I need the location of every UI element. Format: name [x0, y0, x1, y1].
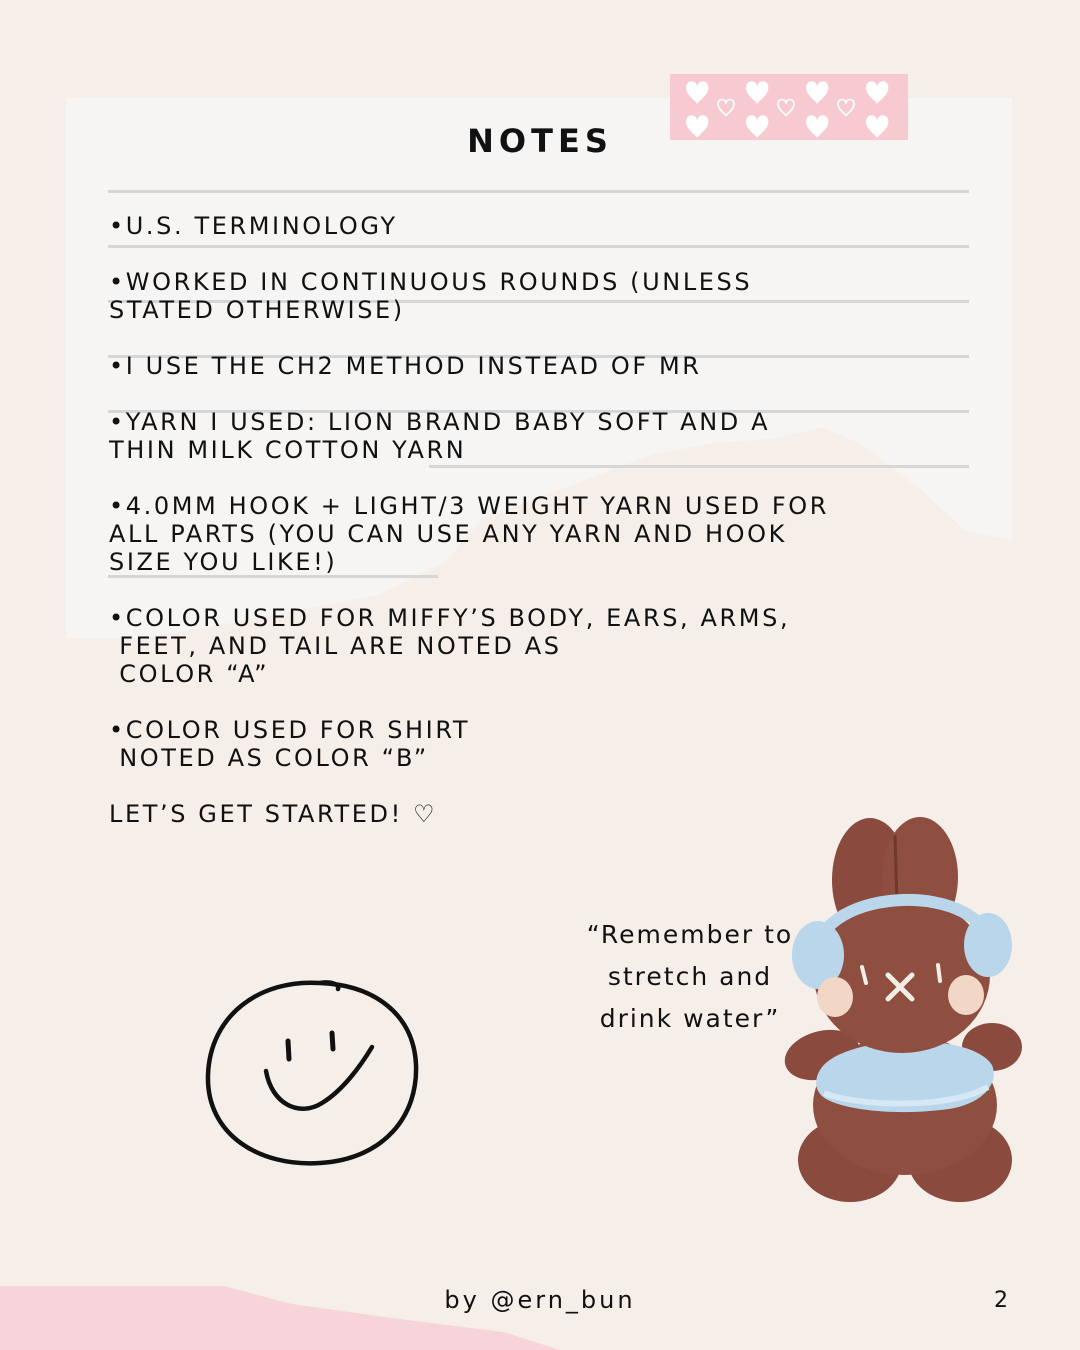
note-yarn: •YARN I USED: LION BRAND BABY SOFT AND A THIN MILK COTTON YARN: [109, 408, 771, 464]
crochet-bunny-image: [780, 815, 1025, 1210]
ruled-line: [429, 465, 969, 468]
quote-text: “Remember to stretch and drink water”: [586, 920, 794, 1033]
note-rounds: •WORKED IN CONTINUOUS ROUNDS (UNLESS STATED OTHERWISE): [109, 268, 753, 324]
note-method: •I USE THE CH2 METHOD INSTEAD OF MR: [109, 352, 702, 380]
ruled-line: [108, 190, 969, 193]
note-terminology: •U.S. TERMINOLOGY: [109, 212, 398, 240]
note-lets-start: LET’S GET STARTED! ♡: [109, 800, 438, 828]
footer-credit: by @ern_bun: [444, 1286, 636, 1314]
page-number: 2: [994, 1288, 1008, 1313]
ruled-line: [108, 245, 969, 248]
note-color-a: •COLOR USED FOR MIFFY’S BODY, EARS, ARMS, FEET, AND TAIL ARE NOTED AS COLOR “A”: [109, 604, 791, 688]
smiley-icon: [200, 975, 430, 1175]
note-hook: •4.0MM HOOK + LIGHT/3 WEIGHT YARN USED FOR ALL PARTS (YOU CAN USE ANY YARN AND HOOK SIZE YOU LIKE!): [109, 492, 830, 576]
note-color-b: •COLOR USED FOR SHIRT NOTED AS COLOR “B”: [109, 716, 471, 772]
page-title: NOTES: [467, 122, 613, 160]
